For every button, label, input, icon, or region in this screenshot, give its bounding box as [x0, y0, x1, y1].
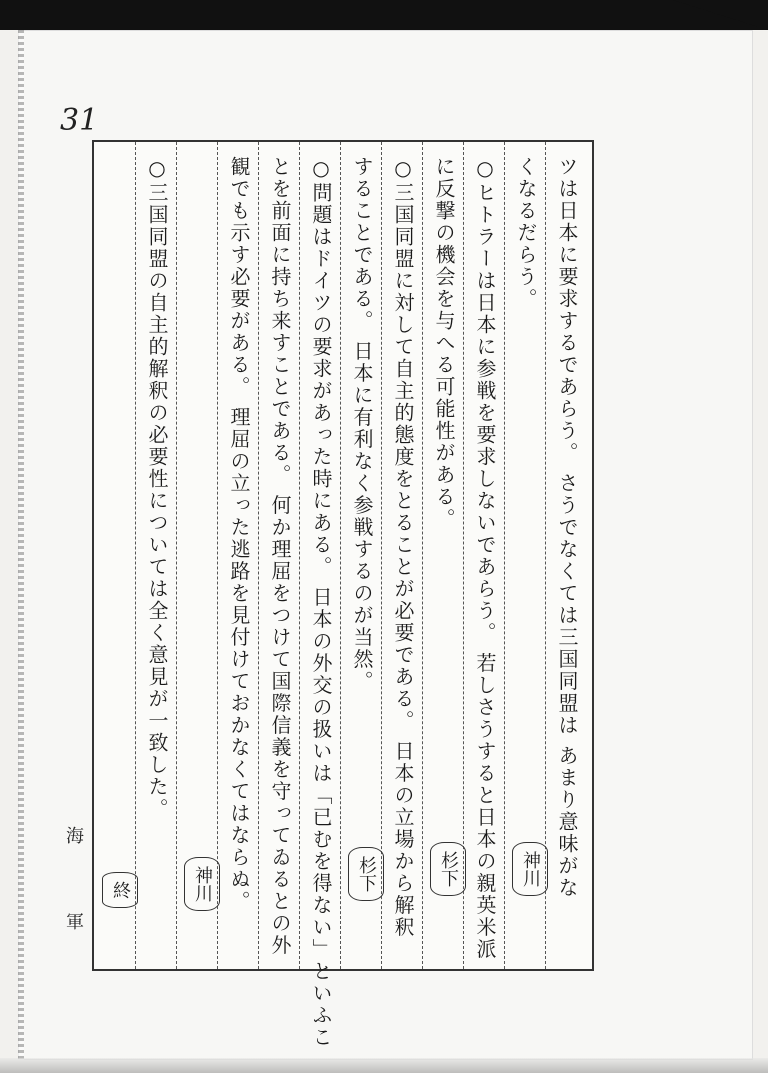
column-rule: [135, 142, 136, 969]
text-column-5: ○三国同盟に対して自主的態度をとることが必要である。 日本の立場から解釈: [391, 156, 415, 939]
end-mark: 終: [102, 872, 138, 908]
text-column-1: ツは日本に要求するであらう。 さうでなくては三国同盟は あまり意味がな: [555, 156, 579, 899]
column-rule: [258, 142, 259, 969]
column-rule: [340, 142, 341, 969]
column-rule: [422, 142, 423, 969]
column-rule: [504, 142, 505, 969]
scan-corner: [673, 0, 768, 30]
margin-label-gun: 軍: [66, 912, 84, 933]
scan-top-border: [0, 0, 768, 30]
text-column-8: とを前面に持ち来すことである。 何か理屈をつけて国際信義を守ってゐるとの外: [268, 156, 292, 957]
margin-label-kai: 海: [66, 826, 84, 847]
column-rule: [176, 142, 177, 969]
text-column-4: に反撃の機会を与へる可能性がある。: [432, 156, 456, 530]
column-rule: [381, 142, 382, 969]
scan-bottom-edge: [0, 1058, 768, 1073]
column-rule: [299, 142, 300, 969]
signature-sugishita-2: 杉下: [348, 847, 384, 901]
text-column-2: くなるだらう。: [514, 156, 538, 310]
signature-kamikawa-2: 神川: [184, 857, 220, 911]
binding-edge: [18, 30, 24, 1060]
manuscript-frame: [92, 140, 594, 1049]
text-column-9: 観でも示す必要がある。 理屈の立った逃路を見付けておかなくてはならぬ。: [227, 156, 251, 913]
column-rule: [217, 142, 218, 969]
text-column-10: ○三国同盟の自主的解釈の必要性については全く意見が一致した。: [145, 156, 169, 820]
signature-kamikawa-1: 神川: [512, 842, 548, 896]
signature-sugishita-1: 杉下: [430, 842, 466, 896]
text-column-6: することである。 日本に有利なく参戦するのが当然。: [350, 156, 374, 693]
text-column-3: ○ヒトラーは日本に参戦を要求しないであらう。 若しさうすると日本の親英米派: [473, 156, 497, 961]
page-number: 31: [60, 103, 99, 138]
text-column-7: ○問題はドイツの要求があった時にある。 日本の外交の扱いは「已むを得ない」といふこ: [309, 156, 333, 1049]
